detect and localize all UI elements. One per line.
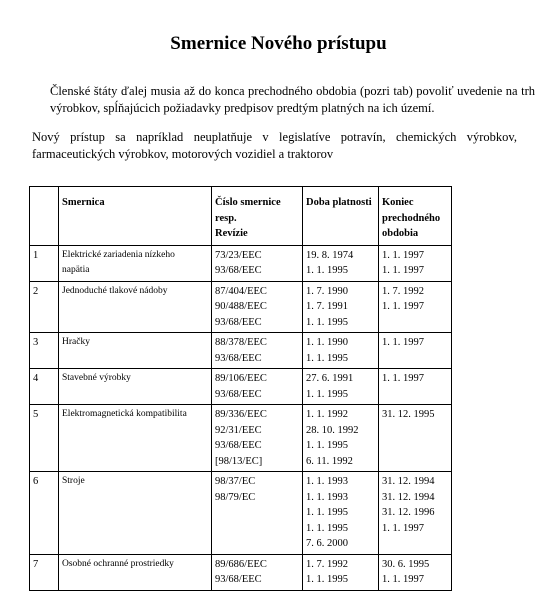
paragraph-transition-period: Členské štáty ďalej musia až do konca prechodného obdobia (pozri tab) povoliť uvedenie na trh výrobkov, spĺňajúcich požiadavky predpisov predtým platných na ich území. bbox=[50, 84, 535, 115]
directive-number-cell bbox=[212, 369, 303, 405]
header-directive-number-line: Číslo smernice bbox=[215, 197, 281, 208]
directive-name: Osobné ochranné prostriedky bbox=[62, 558, 174, 569]
directive-number-cell bbox=[212, 333, 303, 369]
header-directive-number-line: Revízie bbox=[215, 228, 248, 239]
directive-name-cell bbox=[59, 245, 212, 281]
validity-date: 1. 1. 1992 bbox=[306, 409, 348, 420]
table-row bbox=[30, 369, 452, 405]
transition-end-date-cell bbox=[379, 554, 452, 590]
paragraph-exclusions: Nový prístup sa napríklad neuplatňuje v legislatíve potravín, chemických výrobkov, farmaceutických výrobkov, motorových vozidiel a traktorov bbox=[32, 130, 517, 161]
transition-end-date-cell bbox=[379, 245, 452, 281]
transition-end-date: 1. 1. 1997 bbox=[382, 249, 424, 261]
directive-number-cell bbox=[212, 554, 303, 590]
validity-date-cell bbox=[303, 281, 379, 333]
document-title: Smernice Nového prístupu bbox=[170, 33, 387, 54]
header-number bbox=[30, 187, 59, 246]
row-number: 2 bbox=[30, 281, 59, 333]
validity-date: 1. 1. 1995 bbox=[306, 574, 348, 585]
validity-date: 1. 1. 1993 bbox=[306, 491, 348, 503]
validity-date-cell bbox=[303, 554, 379, 590]
validity-date: 1. 1. 1995 bbox=[306, 352, 348, 364]
directive-name-cell bbox=[59, 369, 212, 405]
table-row bbox=[30, 405, 452, 472]
validity-date: 1. 1. 1993 bbox=[306, 476, 348, 487]
row-number: 7 bbox=[30, 554, 59, 590]
validity-date: 7. 6. 2000 bbox=[306, 538, 348, 549]
validity-date: 1. 1. 1995 bbox=[306, 440, 348, 451]
validity-date: 19. 8. 1974 bbox=[306, 249, 354, 261]
validity-date: 1. 7. 1990 bbox=[306, 285, 348, 297]
transition-end-date-cell bbox=[379, 333, 452, 369]
directive-name: Elektromagnetická kompatibilita bbox=[62, 409, 187, 419]
directives-table bbox=[29, 186, 452, 591]
header-transition-end bbox=[379, 187, 452, 246]
table-row bbox=[30, 245, 452, 281]
directive-number: 98/79/EC bbox=[215, 491, 256, 503]
validity-date: 1. 7. 1992 bbox=[306, 558, 348, 570]
header-directive: Smernica bbox=[59, 187, 212, 246]
transition-end-date-cell bbox=[379, 472, 452, 555]
directive-number: 93/68/EEC bbox=[215, 574, 262, 585]
directive-number: 89/336/EEC bbox=[215, 409, 267, 420]
validity-date: 1. 1. 1995 bbox=[306, 316, 348, 328]
directive-name: Jednoduché tlakové nádoby bbox=[62, 285, 168, 296]
directive-name: Elektrické zariadenia nízkeho bbox=[62, 249, 175, 260]
validity-date: 28. 10. 1992 bbox=[306, 424, 359, 436]
transition-end-date: 31. 12. 1996 bbox=[382, 507, 435, 518]
transition-end-date-cell bbox=[379, 369, 452, 405]
validity-date: 27. 6. 1991 bbox=[306, 373, 354, 384]
validity-date-cell bbox=[303, 472, 379, 555]
directive-number-cell bbox=[212, 281, 303, 333]
header-transition-end-line: Koniec bbox=[382, 197, 414, 208]
validity-date: 1. 1. 1995 bbox=[306, 522, 348, 534]
directive-name-cell bbox=[59, 405, 212, 472]
validity-date: 1. 7. 1991 bbox=[306, 301, 348, 312]
row-number: 1 bbox=[30, 245, 59, 281]
directive-name: napätia bbox=[62, 265, 90, 275]
row-number: 5 bbox=[30, 405, 59, 472]
directive-number: 93/68/EEC bbox=[215, 265, 262, 276]
directive-number-cell bbox=[212, 472, 303, 555]
directive-number: 93/68/EEC bbox=[215, 388, 262, 400]
header-directive-number bbox=[212, 187, 303, 246]
row-number: 4 bbox=[30, 369, 59, 405]
directive-number: 98/37/EC bbox=[215, 476, 256, 487]
directive-name-cell bbox=[59, 472, 212, 555]
directive-number: 93/68/EEC bbox=[215, 440, 262, 451]
directive-number: 93/68/EEC bbox=[215, 352, 262, 364]
table-row bbox=[30, 554, 452, 590]
validity-date: 1. 1. 1995 bbox=[306, 388, 348, 400]
transition-end-date: 1. 1. 1997 bbox=[382, 522, 424, 534]
header-directive-number-line: resp. bbox=[215, 212, 237, 224]
table-header-row bbox=[30, 187, 452, 246]
directive-number: 73/23/EEC bbox=[215, 249, 262, 261]
transition-end-date: 1. 1. 1997 bbox=[382, 373, 424, 384]
transition-end-date: 1. 1. 1997 bbox=[382, 337, 424, 348]
directive-name: Hračky bbox=[62, 337, 90, 347]
transition-end-date: 1. 1. 1997 bbox=[382, 574, 424, 585]
directive-number: 92/31/EEC bbox=[215, 424, 262, 436]
directive-number-cell bbox=[212, 245, 303, 281]
transition-end-date: 31. 12. 1994 bbox=[382, 491, 435, 503]
directive-number: 88/378/EEC bbox=[215, 337, 267, 348]
transition-end-date: 1. 7. 1992 bbox=[382, 285, 424, 297]
directive-number: 93/68/EEC bbox=[215, 316, 262, 328]
validity-date-cell bbox=[303, 245, 379, 281]
table-row bbox=[30, 281, 452, 333]
table-row bbox=[30, 333, 452, 369]
row-number: 6 bbox=[30, 472, 59, 555]
directive-name-cell bbox=[59, 333, 212, 369]
directive-number: 89/106/EEC bbox=[215, 373, 267, 384]
directive-name: Stroje bbox=[62, 476, 85, 486]
directive-number: 89/686/EEC bbox=[215, 558, 267, 570]
header-transition-end-line: prechodného bbox=[382, 212, 441, 224]
validity-date-cell bbox=[303, 405, 379, 472]
validity-date-cell bbox=[303, 369, 379, 405]
directive-number: 90/488/EEC bbox=[215, 301, 267, 312]
transition-end-date-cell bbox=[379, 281, 452, 333]
directive-name: Stavebné výrobky bbox=[62, 373, 131, 383]
header-transition-end-line: obdobia bbox=[382, 228, 419, 239]
directive-number: 87/404/EEC bbox=[215, 285, 267, 297]
transition-end-date: 31. 12. 1994 bbox=[382, 476, 435, 487]
row-number: 3 bbox=[30, 333, 59, 369]
validity-date: 6. 11. 1992 bbox=[306, 455, 353, 467]
directive-name-cell bbox=[59, 281, 212, 333]
transition-end-date: 1. 1. 1997 bbox=[382, 265, 424, 276]
transition-end-date: 31. 12. 1995 bbox=[382, 409, 435, 420]
header-validity: Doba platnosti bbox=[303, 187, 379, 246]
transition-end-date: 30. 6. 1995 bbox=[382, 558, 430, 570]
validity-date-cell bbox=[303, 333, 379, 369]
transition-end-date-cell bbox=[379, 405, 452, 472]
directive-number: [98/13/EC] bbox=[215, 455, 263, 467]
validity-date: 1. 1. 1990 bbox=[306, 337, 348, 348]
validity-date: 1. 1. 1995 bbox=[306, 265, 348, 276]
table-row bbox=[30, 472, 452, 555]
transition-end-date: 1. 1. 1997 bbox=[382, 301, 424, 312]
directive-number-cell bbox=[212, 405, 303, 472]
directive-name-cell bbox=[59, 554, 212, 590]
validity-date: 1. 1. 1995 bbox=[306, 507, 348, 518]
